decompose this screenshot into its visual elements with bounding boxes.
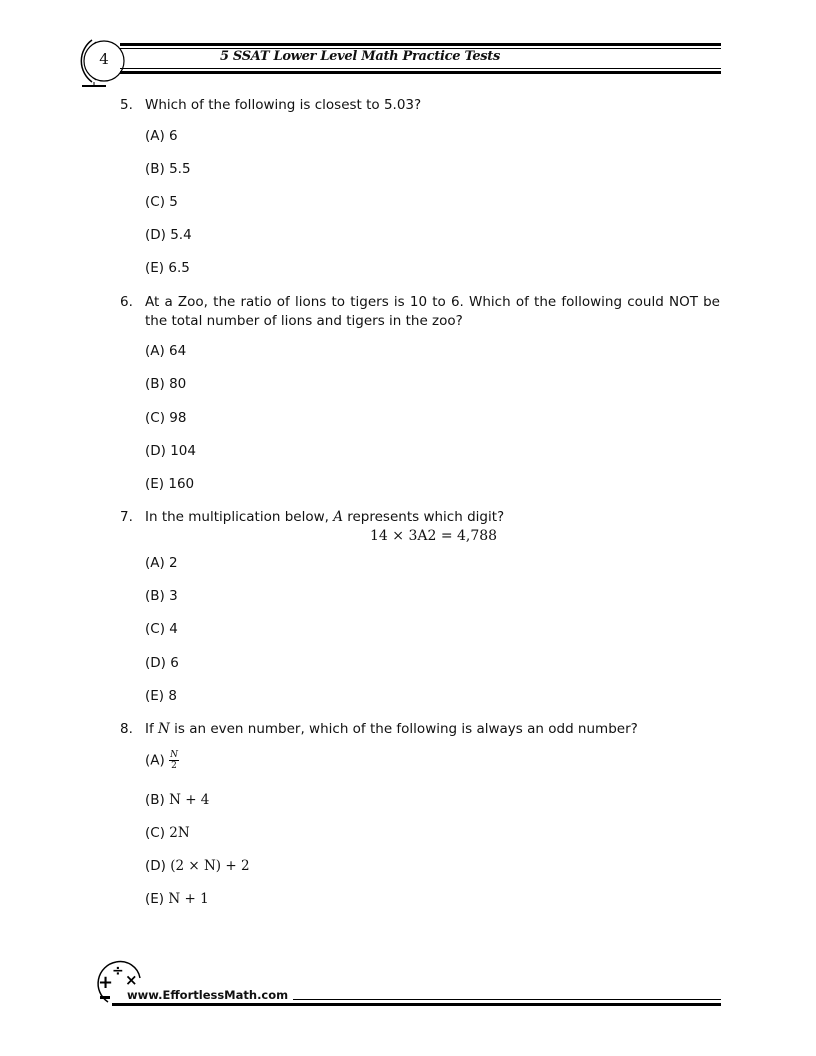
option: (B) 5.5 (145, 161, 191, 177)
option: (B) 3 (145, 588, 178, 604)
svg-text:×: × (125, 971, 138, 989)
text: If (145, 721, 159, 737)
numerator: N (170, 750, 178, 760)
option: (A) 6 (145, 128, 178, 144)
option: (A) 2 (145, 555, 178, 571)
text: is an even number, which of the following is always an odd number? (169, 721, 638, 737)
question-text (145, 508, 720, 527)
option: (E) 6.5 (145, 260, 190, 276)
question-number: 8. (120, 721, 133, 737)
equation: 14 × 3A2 = 4,788 (370, 528, 498, 544)
option-math: 2N (169, 825, 190, 841)
question-5 (120, 96, 720, 115)
option: (E) 160 (145, 476, 195, 492)
option (145, 858, 250, 874)
option-math: (2 × N) + 2 (170, 858, 250, 874)
denominator: 2 (171, 761, 177, 771)
question-8 (120, 720, 720, 739)
page-number: 4 (99, 50, 109, 68)
option: (C) 98 (145, 410, 187, 426)
variable: N (158, 721, 170, 737)
option-label: (C) (145, 825, 165, 841)
option: (C) 5 (145, 194, 178, 210)
question-text (145, 720, 720, 739)
option (145, 792, 209, 808)
option-label: (B) (145, 792, 165, 808)
svg-text:÷: ÷ (112, 963, 124, 979)
option-label: (D) (145, 858, 166, 874)
fraction (169, 750, 179, 771)
option-math: N + 1 (168, 891, 209, 907)
option-label: (A) (145, 752, 165, 769)
question-text: Which of the following is closest to 5.03? (145, 97, 422, 113)
header-title: 5 SSAT Lower Level Math Practice Tests (219, 49, 501, 64)
svg-text:+: + (98, 972, 114, 993)
variable: A (333, 509, 343, 525)
text: represents which digit? (342, 509, 505, 525)
option: (C) 4 (145, 621, 178, 637)
option: (D) 104 (145, 443, 196, 459)
option-math: N + 4 (169, 792, 210, 808)
question-text: At a Zoo, the ratio of lions to tigers is 10 to 6. Which of the following could NOT be the total number of lions and tigers in the zoo? (145, 294, 720, 329)
option: (A) 64 (145, 343, 187, 359)
question-6 (120, 293, 720, 331)
question-number: 6. (120, 294, 133, 310)
option (145, 825, 190, 841)
option: (E) 8 (145, 688, 177, 704)
question-number: 5. (120, 97, 133, 113)
option: (B) 80 (145, 376, 187, 392)
text: In the multiplication below, (145, 509, 334, 525)
option (145, 891, 209, 907)
option: (D) 6 (145, 655, 179, 671)
question-number: 7. (120, 509, 133, 525)
website-link[interactable]: www.EffortlessMath.com (127, 988, 289, 1002)
question-7 (120, 508, 720, 527)
option: (D) 5.4 (145, 227, 192, 243)
option (145, 750, 179, 771)
option-label: (E) (145, 891, 165, 907)
